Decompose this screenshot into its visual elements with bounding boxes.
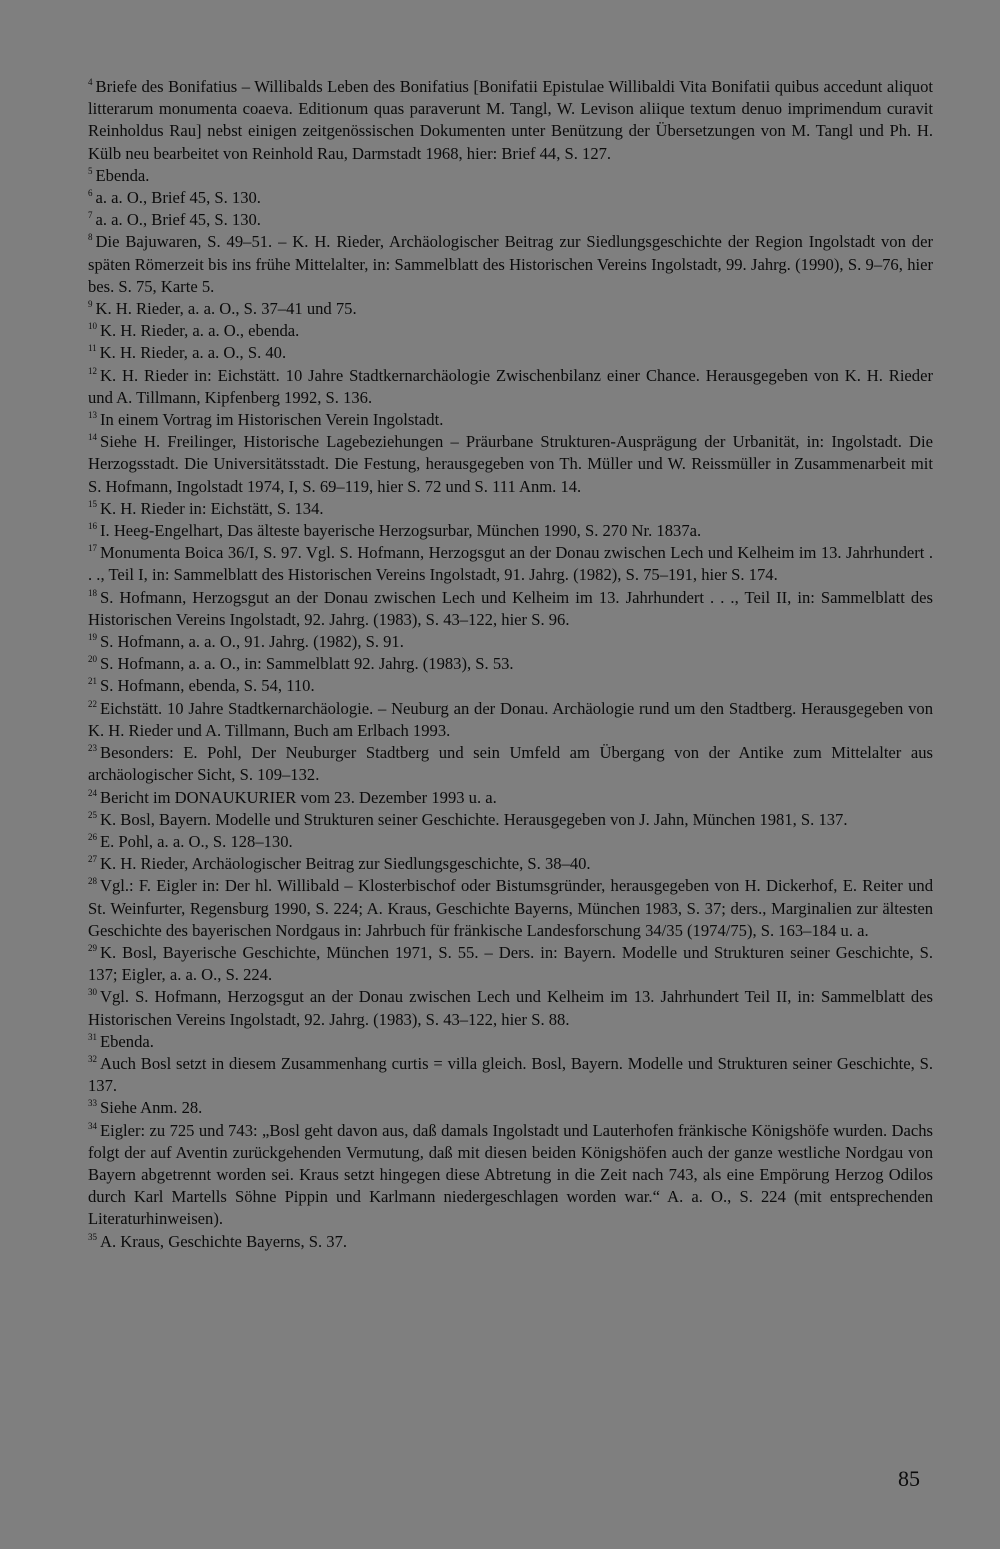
footnote-text: S. Hofmann, Herzogsgut an der Donau zwischen Lech und Kelheim im 13. Jahrhundert . . ., Teil II, in: Sammelblatt des Historischen Vereins Ingolstadt, 92. Jahrg. (1983), S. 43–122, hier S. 96. [88,587,933,629]
footnote [88,853,933,875]
footnote-number: 31 [88,1031,97,1042]
footnote [88,675,933,697]
footnote [88,653,933,675]
footnote [88,587,933,631]
footnote-number: 18 [88,587,97,598]
footnote-number: 19 [88,632,97,643]
footnote-text: Vgl.: F. Eigler in: Der hl. Willibald – Klosterbischof oder Bistumsgründer, herausgegeben von H. Dickerhof, E. Reiter und St. Weinfurter, Regensburg 1990, S. 224; A. Kraus, Geschichte Bayerns, München 1983, S. 37; ders., Marginalien zur ältesten Geschichte des bayerischen Nordgaus in: Jahrbuch für fränkische Landesforschung 34/35 (1974/75), S. 163–184 u. a. [88,876,933,940]
footnote-text: K. H. Rieder in: Eichstätt, S. 134. [100,498,324,518]
footnote-number: 11 [88,343,97,354]
footnote-number: 7 [88,210,93,221]
footnote-text: S. Hofmann, a. a. O., 91. Jahrg. (1982), S. 91. [100,632,404,652]
footnote [88,1231,933,1253]
footnote-text: K. H. Rieder, a. a. O., S. 37–41 und 75. [95,299,357,319]
footnote [88,742,933,786]
footnote [88,631,933,653]
footnote-number: 29 [88,942,97,953]
footnote-text: K. Bosl, Bayern. Modelle und Strukturen seiner Geschichte. Herausgegeben von J. Jahn, München 1981, S. 137. [100,809,848,829]
footnote-text: E. Pohl, a. a. O., S. 128–130. [100,831,293,851]
footnote [88,187,933,209]
footnote [88,431,933,498]
footnote-text: K. Bosl, Bayerische Geschichte, München 1971, S. 55. – Ders. in: Bayern. Modelle und Strukturen seiner Geschichte, S. 137; Eigler, a. a. O., S. 224. [88,942,933,985]
footnote-text: Ebenda. [95,165,150,185]
footnote-number: 27 [88,854,97,865]
footnote [88,942,933,986]
footnote-number: 8 [88,232,93,243]
footnote-text: Eigler: zu 725 und 743: „Bosl geht davon aus, daß damals Ingolstadt und Lauterhofen fränkische Königshöfe wurden. Dachs folgt der auf Aventin zurückgehenden Vermutung, daß mit diesen beiden Königshöfen auch der ganze westliche Nordgau von Bayern abgetrennt worden sei. Kraus setzt hingegen diese Abtretung in die Zeit nach 743, als eine Empörung Herzog Odilos durch Karl Martells Söhne Pippin und Karlmann niedergeschlagen worden war.“ A. a. O., S. 224 (mit entsprechenden Literaturhinweisen). [88,1120,933,1229]
footnote-number: 20 [88,654,97,665]
footnote-text: Siehe Anm. 28. [100,1098,203,1118]
footnote-number: 25 [88,809,97,820]
footnote [88,409,933,431]
footnote-text: In einem Vortrag im Historischen Verein Ingolstadt. [100,410,444,430]
footnote [88,520,933,542]
footnote-text: Ebenda. [100,1031,154,1051]
footnote [88,320,933,342]
footnote-text: I. Heeg-Engelhart, Das älteste bayerische Herzogsurbar, München 1990, S. 270 Nr. 1837a. [100,521,702,541]
footnote-text: A. Kraus, Geschichte Bayerns, S. 37. [100,1231,348,1251]
footnote-number: 22 [88,698,97,709]
footnote-number: 12 [88,365,97,376]
footnote-number: 16 [88,521,97,532]
footnote-number: 4 [88,77,93,87]
footnote-text: Besonders: E. Pohl, Der Neuburger Stadtberg und sein Umfeld am Übergang von der Antike zum Mittelalter aus archäologischer Sicht, S. 109–132. [88,743,933,785]
footnote-number: 23 [88,743,97,754]
footnote-text: K. H. Rieder, Archäologischer Beitrag zur Siedlungsgeschichte, S. 38–40. [100,854,591,874]
footnote-text: Siehe H. Freilinger, Historische Lagebeziehungen – Präurbane Strukturen-Ausprägung der Urbanität, in: Ingolstadt. Die Herzogsstadt. Die Universitätsstadt. Die Festung, herausgegeben von Th. Müller und W. Reissmüller in Zusammenarbeit mit S. Hofmann, Ingolstadt 1974, I, S. 69–119, hier S. 72 und S. 111 Anm. 14. [88,432,933,496]
footnote [88,986,933,1030]
footnote-number: 35 [88,1231,97,1242]
footnote [88,787,933,809]
footnote-number: 15 [88,498,97,509]
footnote-text: Monumenta Boica 36/I, S. 97. Vgl. S. Hofmann, Herzogsgut an der Donau zwischen Lech und Kelheim im 13. Jahrhundert . . ., Teil I, in: Sammelblatt des Historischen Vereins Ingolstadt, 91. Jahrg. (1982), S. 75–191, hier S. 174. [88,543,933,585]
footnote-number: 33 [88,1098,97,1109]
footnote-text: Eichstätt. 10 Jahre Stadtkernarchäologie. – Neuburg an der Donau. Archäologie rund um den Stadtberg. Herausgegeben von K. H. Rieder und A. Tillmann, Buch am Erlbach 1993. [88,698,933,740]
footnote [88,1031,933,1053]
footnote-number: 28 [88,876,97,887]
footnote [88,76,933,165]
footnote [88,698,933,742]
footnote-text: Die Bajuwaren, S. 49–51. – K. H. Rieder, Archäologischer Beitrag zur Siedlungsgeschichte der Region Ingolstadt von der späten Römerzeit bis ins frühe Mittelalter, in: Sammelblatt des Historischen Vereins Ingolstadt, 99. Jahrg. (1990), S. 9–76, hier bes. S. 75, Karte 5. [88,232,933,296]
footnote-number: 10 [88,321,97,332]
footnote-number: 5 [88,165,93,176]
footnote [88,209,933,231]
footnote-number: 26 [88,831,97,842]
footnote [88,298,933,320]
footnote [88,231,933,298]
footnote-number: 6 [88,188,93,199]
footnote [88,342,933,364]
footnote-text: Auch Bosl setzt in diesem Zusammenhang curtis = villa gleich. Bosl, Bayern. Modelle und Strukturen seiner Geschichte, S. 137. [88,1053,933,1096]
footnote-number: 21 [88,676,97,687]
footnote [88,1053,933,1097]
footnote-number: 17 [88,543,97,554]
footnote [88,875,933,942]
footnote-number: 14 [88,432,97,443]
footnote-number: 24 [88,787,97,798]
footnote [88,365,933,409]
footnote-number: 9 [88,299,93,310]
footnote-text: Vgl. S. Hofmann, Herzogsgut an der Donau zwischen Lech und Kelheim im 13. Jahrhundert Teil II, in: Sammelblatt des Historischen Vereins Ingolstadt, 92. Jahrg. (1983), S. 43–122, hier S. 88. [88,987,933,1029]
footnote [88,1120,933,1231]
footnote [88,542,933,586]
footnote-number: 34 [88,1120,97,1131]
footnote-number: 32 [88,1053,97,1064]
footnote [88,809,933,831]
footnote-text: K. H. Rieder in: Eichstätt. 10 Jahre Stadtkernarchäologie Zwischenbilanz einer Chance. Herausgegeben von K. H. Rieder und A. Tillmann, Kipfenberg 1992, S. 136. [88,365,933,407]
footnote [88,831,933,853]
footnote-text: Briefe des Bonifatius – Willibalds Leben des Bonifatius [Bonifatii Epistulae Willibaldi Vita Bonifatii quibus accedunt aliquot litterarum monumenta coaeva. Editionum quas paraverunt M. Tangl, W. Levison aliique textum denuo imprimendum curavit Reinholdus Rau] nebst einigen zeitgenössischen Dokumenten unter Benützung der Übersetzungen von M. Tangl und Ph. H. Külb neu bearbeitet von Reinhold Rau, Darmstadt 1968, hier: Brief 44, S. 127. [88,77,933,163]
footnote-number: 13 [88,410,97,421]
footnote-text: a. a. O., Brief 45, S. 130. [95,210,261,230]
footnote-text: S. Hofmann, ebenda, S. 54, 110. [100,676,315,696]
footnote [88,1097,933,1119]
footnote-text: a. a. O., Brief 45, S. 130. [95,188,261,208]
footnote [88,498,933,520]
page-number: 85 [898,1466,920,1491]
footnote-text: S. Hofmann, a. a. O., in: Sammelblatt 92. Jahrg. (1983), S. 53. [100,654,514,674]
footnote [88,165,933,187]
footnotes-block [88,76,933,1253]
footnote-number: 30 [88,987,97,998]
footnote-text: Bericht im DONAUKURIER vom 23. Dezember 1993 u. a. [100,787,497,807]
footnote-text: K. H. Rieder, a. a. O., S. 40. [99,343,287,363]
footnote-text: K. H. Rieder, a. a. O., ebenda. [100,321,300,341]
